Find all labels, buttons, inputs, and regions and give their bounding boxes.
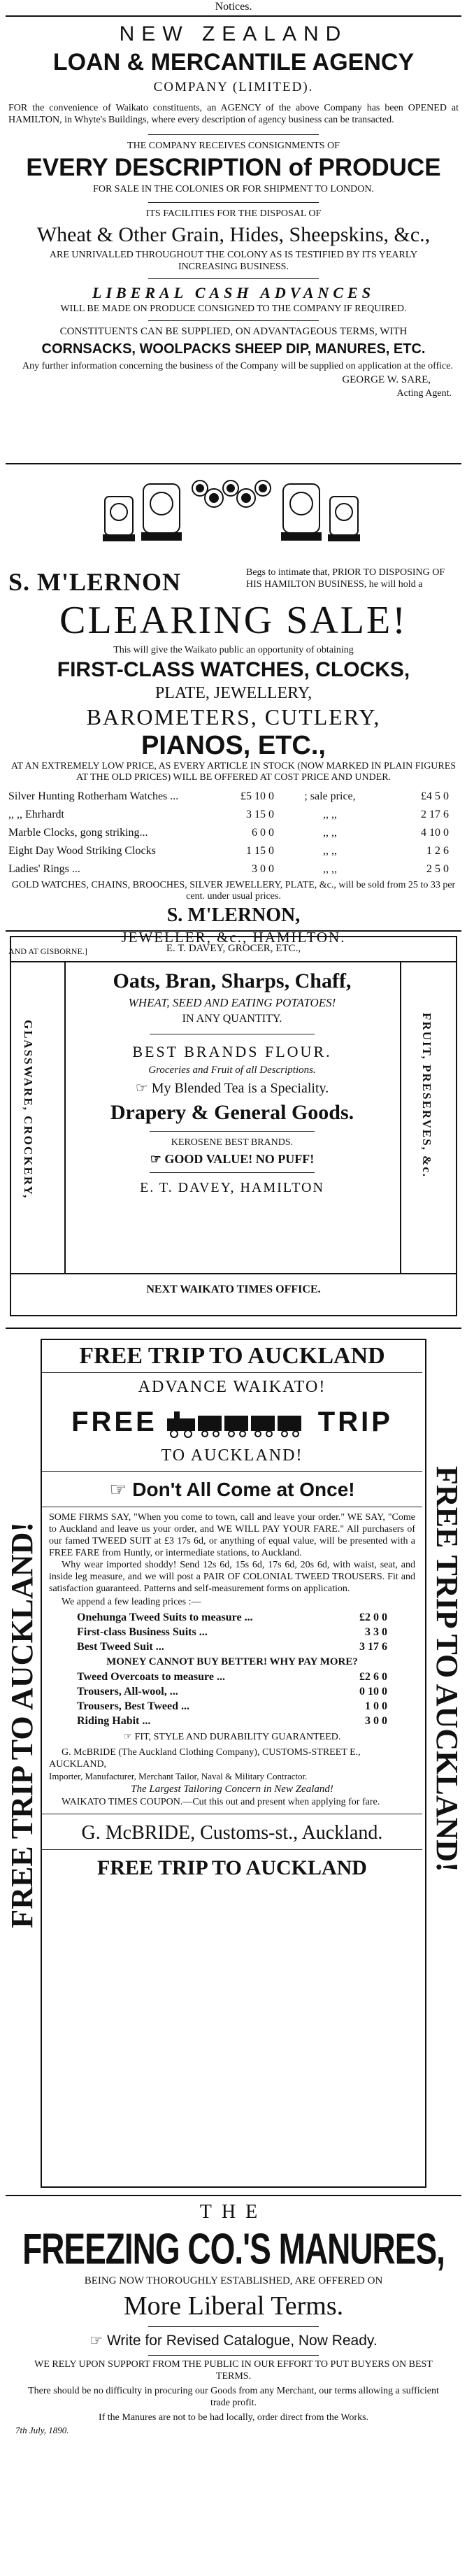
davey-name: E. T. DAVEY, HAMILTON: [140, 1180, 324, 1195]
train-icon: [164, 1406, 311, 1438]
value-text: GOOD VALUE! NO PUFF!: [164, 1152, 315, 1166]
price-now: 1 2 6: [426, 845, 449, 857]
price-was: 3 15 0: [246, 809, 274, 820]
price-value: 3 17 6: [359, 1641, 387, 1653]
difficulty-text: There should be no difficulty in procuring our Goods from any Merchant, our terms allowing a sufficient trade profit.: [28, 2386, 439, 2408]
ad-subtitle: LOAN & MERCANTILE AGENCY: [52, 49, 415, 76]
pointing-hand-icon: ☞: [89, 2333, 107, 2349]
price-was: £5 10 0: [240, 790, 274, 802]
company-line: COMPANY (LIMITED).: [153, 80, 314, 94]
price-item: Trousers, Best Tweed ...: [77, 1700, 190, 1712]
side-text-left: FREE TRIP TO AUCKLAND!: [5, 1522, 39, 1928]
right-side-label: FRUIT, PRESERVES, &c.: [420, 1013, 433, 1179]
money-line: MONEY CANNOT BUY BETTER! WHY PAY MORE?: [106, 1656, 358, 1667]
price-row: [77, 1699, 387, 1714]
to-auckland: TO AUCKLAND!: [161, 1446, 303, 1465]
date-line: 7th July, 1890.: [15, 2425, 69, 2435]
price-row: [0, 788, 467, 806]
freezing-heading: FREEZING CO.'S MANURES,: [22, 2223, 445, 2274]
sale-name: S. M'LERNON: [8, 568, 182, 596]
established-text: BEING NOW THOROUGHLY ESTABLISHED, ARE OFFERED ON: [84, 2275, 383, 2286]
page-header: [0, 0, 467, 15]
mcbride-text: G. McBRIDE (The Auckland Clothing Company), CUSTOMS-STREET E., AUCKLAND,: [49, 1747, 361, 1770]
price-item: Tweed Overcoats to measure ...: [77, 1671, 225, 1683]
davey-center: [66, 968, 398, 1198]
price-sale: ,, ,,: [323, 827, 337, 839]
price-sale: ,, ,,: [323, 863, 337, 875]
sale-intro: Begs to intimate that, PRIOR TO DISPOSING OF HIS HAMILTON BUSINESS, he will hold a: [246, 567, 445, 590]
largest-text: The Largest Tailoring Concern in New Zealand!: [131, 1784, 333, 1795]
wheat-grain-line: Wheat & Other Grain, Hides, Sheepskins, &c.,: [36, 223, 431, 246]
price-list: [0, 788, 467, 878]
train-row: [42, 1401, 422, 1443]
side-text-right: FREE TRIP TO AUCKLAND!: [430, 1466, 464, 1872]
price-now: 4 10 0: [421, 827, 449, 839]
price-table-1: [49, 1610, 415, 1654]
davey-ad: [0, 936, 467, 1328]
sale-signature: S. M'LERNON,: [166, 904, 301, 926]
quantity-line: IN ANY QUANTITY.: [182, 1013, 282, 1025]
order-direct-text: If the Manures are not to be had locally, order direct from the Works.: [98, 2412, 369, 2423]
price-now: 2 17 6: [421, 809, 449, 820]
section-heading: Notices.: [215, 1, 252, 13]
for-sale-text: FOR SALE IN THE COLONIES OR FOR SHIPMENT TO LONDON.: [93, 184, 374, 194]
price-now: 2 5 0: [426, 863, 449, 875]
gisborne-line: AND AT GISBORNE.]: [8, 946, 87, 956]
price-item: Best Tweed Suit ...: [77, 1641, 164, 1653]
flour-line: BEST BRANDS FLOUR.: [132, 1043, 332, 1060]
price-sale: ; sale price,: [304, 790, 356, 802]
wheat-seed-line: WHEAT, SEED AND EATING POTATOES!: [128, 996, 336, 1009]
price-was: 3 0 0: [252, 863, 274, 875]
price-row: [77, 1610, 387, 1625]
signer-role: Acting Agent.: [396, 388, 452, 399]
price-row: [77, 1684, 387, 1699]
price-table-2: [49, 1670, 415, 1728]
pointing-hand-icon: ☞: [150, 1152, 165, 1166]
trip-word: TRIP: [317, 1406, 393, 1437]
price-row: [0, 824, 467, 842]
opportunity-text: This will give the Waikato public an opportunity of obtaining: [113, 645, 354, 655]
rely-text: WE RELY UPON SUPPORT FROM THE PUBLIC IN OUR EFFORT TO PUT BUYERS ON BEST TERMS.: [34, 2359, 433, 2382]
next-times-office: NEXT WAIKATO TIMES OFFICE.: [146, 1283, 321, 1295]
price-row: [77, 1625, 387, 1639]
importer-text: Importer, Manufacturer, Merchant Tailor, Naval & Military Contractor.: [49, 1771, 308, 1781]
price-value: £2 6 0: [359, 1671, 387, 1683]
price-row: [77, 1714, 387, 1728]
clocks-illustration: [0, 469, 467, 567]
price-sale: ,, ,,: [323, 809, 337, 820]
clearing-sale-heading: CLEARING SALE!: [59, 599, 408, 642]
price-value: 0 10 0: [359, 1686, 387, 1698]
price-row: [0, 842, 467, 860]
kerosene-line: KEROSENE BEST BRANDS.: [171, 1137, 294, 1148]
liberal-terms: More Liberal Terms.: [123, 2291, 344, 2321]
advance-waikato: ADVANCE WAIKATO!: [138, 1378, 326, 1396]
price-item: Eight Day Wood Striking Clocks: [8, 845, 156, 857]
facilities-text: ITS FACILITIES FOR THE DISPOSAL OF: [145, 208, 322, 219]
price-item: Riding Habit ...: [77, 1715, 151, 1727]
oats-line: Oats, Bran, Sharps, Chaff,: [113, 969, 352, 992]
price-was: 6 0 0: [252, 827, 274, 839]
why-text: Why wear imported shoddy! Send 12s 6d, 15s 6d, 17s 6d, 20s 6d, with waist, seat, and inside leg measure, and we will post a PAIR OF COLONIAL TWEED TROUSERS. Fit and satisfaction guaranteed. Patterns and self-measurement forms on application.: [49, 1560, 415, 1594]
drapery-line: Drapery & General Goods.: [110, 1101, 354, 1124]
price-item: ,, ,, Ehrhardt: [8, 809, 64, 820]
price-row: [77, 1639, 387, 1654]
price-value: £2 0 0: [359, 1611, 387, 1623]
mcbride-signature: G. McBRIDE, Customs-st., Auckland.: [81, 1822, 383, 1844]
barometers-line: BAROMETERS, CUTLERY,: [86, 704, 381, 730]
signer-name: GEORGE W. SARE,: [342, 374, 431, 385]
consign-text: THE COMPANY RECEIVES CONSIGNMENTS OF: [127, 141, 340, 151]
free-trip-content: [42, 1340, 422, 1884]
loan-mercantile-ad: [0, 21, 467, 462]
value-line: [66, 1150, 398, 1168]
pointing-hand-icon: ☞: [123, 1732, 135, 1742]
first-class-line: FIRST-CLASS WATCHES, CLOCKS,: [57, 658, 410, 681]
pointing-hand-icon: ☞: [135, 1081, 152, 1096]
catalogue-line: [8, 2330, 459, 2352]
tea-text: My Blended Tea is a Speciality.: [151, 1081, 329, 1096]
price-item: First-class Business Suits ...: [77, 1626, 208, 1638]
left-side-label: GLASSWARE, CROCKERY,: [22, 1020, 35, 1200]
price-now: £4 5 0: [421, 790, 449, 802]
manures-ad: [0, 2200, 467, 2576]
price-value: 3 3 0: [365, 1626, 387, 1638]
catalogue-text: Write for Revised Catalogue, Now Ready.: [106, 2333, 378, 2349]
fit-line: [49, 1728, 415, 1746]
price-value: 3 0 0: [365, 1715, 387, 1727]
constituents-text: CONSTITUENTS CAN BE SUPPLIED, ON ADVANTAGEOUS TERMS, WITH: [59, 326, 408, 337]
free-trip-ad: [0, 1333, 467, 2193]
price-was: 1 15 0: [246, 845, 274, 857]
pointing-hand-icon: ☞: [109, 1479, 133, 1500]
the-word: THE: [199, 2201, 268, 2223]
price-item: Ladies' Rings ...: [8, 863, 80, 875]
coupon-text: WAIKATO TIMES COUPON.—Cut this out and present when applying for fare.: [62, 1797, 380, 1807]
price-item: Marble Clocks, gong striking...: [8, 827, 148, 839]
free-trip-bottom: FREE TRIP TO AUCKLAND: [97, 1856, 367, 1879]
some-firms-text: SOME FIRMS SAY, "When you come to town, call and leave your order." WE SAY, "Come to Auckland and leave us your order, and WE WILL PAY YOUR FARE." All purchasers of our famed TWEED SUIT at £3 17s 6d, or anything of equal value, will be presented with a FREE FARE from Huntly, or intermediate stations, to Auckland.: [49, 1512, 415, 1558]
intro-text: FOR the convenience of Waikato constituents, an AGENCY of the above Company has been OPENED at HAMILTON, in Whyte's Buildings, where every description of agency business can be transacted.: [8, 103, 459, 125]
price-item: Trousers, All-wool, ...: [77, 1686, 178, 1698]
davey-heading: E. T. DAVEY, GROCER, ETC.,: [166, 943, 301, 954]
cash-advances: LIBERAL CASH ADVANCES: [92, 284, 375, 301]
further-info: Any further information concerning the business of the Company will be supplied on application at the office.: [22, 361, 453, 371]
unrivalled-text: ARE UNRIVALLED THROUGHOUT THE COLONY AS IS TESTIFIED BY ITS YEARLY INCREASING BUSINESS.: [49, 250, 418, 272]
fit-text: FIT, STYLE AND DURABILITY GUARANTEED.: [134, 1732, 341, 1742]
low-price-text: AT AN EXTREMELY LOW PRICE, AS EVERY ARTICLE IN STOCK (NOW MARKED IN PLAIN FIGURES AT THE OLD PRICES) WILL BE OFFERED AT COST PRICE AND UNDER.: [10, 761, 457, 783]
every-description: EVERY DESCRIPTION of PRODUCE: [26, 154, 441, 181]
dont-come-line: [42, 1474, 422, 1505]
append-text: We append a few leading prices :—: [62, 1597, 201, 1607]
price-row: [0, 860, 467, 878]
price-row: [77, 1670, 387, 1684]
groceries-line: Groceries and Fruit of all Descriptions.: [148, 1065, 316, 1076]
price-item: Silver Hunting Rotherham Watches ...: [8, 790, 179, 802]
free-word: FREE: [71, 1406, 157, 1437]
goods-list: CORNSACKS, WOOLPACKS SHEEP DIP, MANURES, ETC.: [41, 341, 426, 357]
tea-line: [66, 1078, 398, 1099]
gold-watches-text: GOLD WATCHES, CHAINS, BROOCHES, SILVER JEWELLERY, PLATE, &c., will be sold from 25 to 33 per cent. under usual prices.: [11, 880, 456, 902]
price-value: 1 0 0: [365, 1700, 387, 1712]
plate-line: PLATE, JEWELLERY,: [155, 684, 312, 702]
ad-title: NEW ZEALAND: [119, 22, 348, 45]
price-item: Onehunga Tweed Suits to measure ...: [77, 1611, 253, 1623]
price-row: [0, 806, 467, 824]
pianos-line: PIANOS, ETC.,: [141, 731, 326, 760]
advances-text: WILL BE MADE ON PRODUCE CONSIGNED TO THE COMPANY IF REQUIRED.: [60, 304, 407, 314]
free-trip-top: FREE TRIP TO AUCKLAND: [79, 1343, 385, 1369]
price-sale: ,, ,,: [323, 845, 337, 857]
jeweller-line: JEWELLER, &c., HAMILTON.: [121, 929, 346, 946]
dont-come-text: Don't All Come at Once!: [132, 1479, 355, 1500]
